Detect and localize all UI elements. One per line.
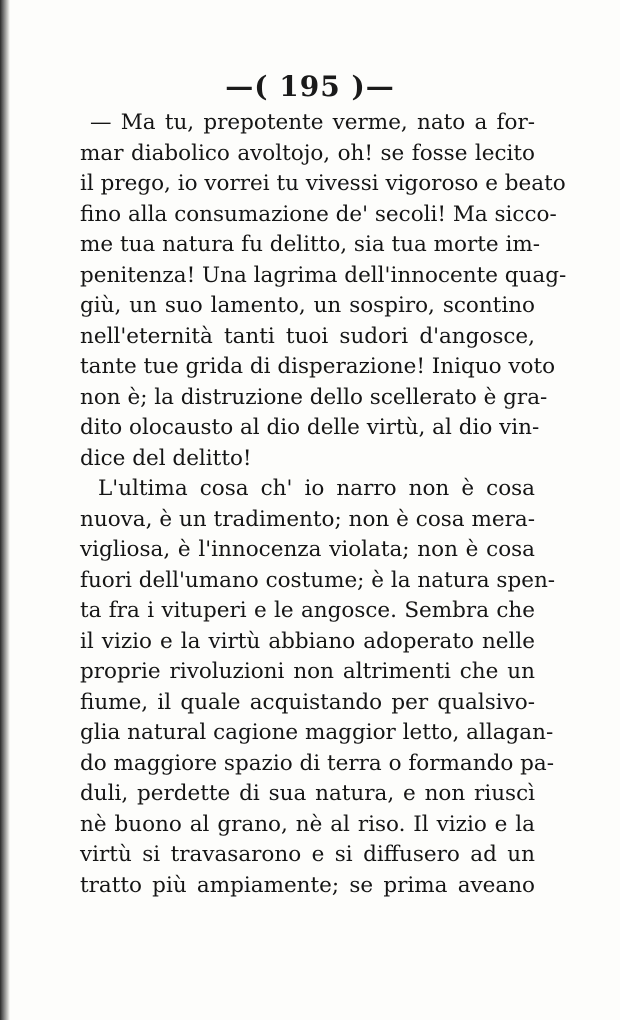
text-line: fuori dell'umano costume; è la natura spen- <box>80 567 556 593</box>
text-line: dice del delitto! <box>80 445 252 471</box>
text-line: ta fra i vituperi e le angosce. Sembra che <box>80 598 535 623</box>
text-line: dito olocausto al dio delle virtù, al dio vin- <box>80 415 540 440</box>
text-line: mar diabolico avoltojo, oh! se fosse lecito <box>80 140 535 166</box>
text-line: — Ma tu, prepotente verme, nato a for- <box>90 110 535 135</box>
text-line: vigliosa, è l'innocenza violata; non è cosa <box>80 537 535 562</box>
text-line: nell'eternità tanti tuoi sudori d'angosce, <box>80 323 535 349</box>
text-line: tratto più ampiamente; se prima aveano <box>80 872 535 898</box>
text-line: il vizio e la virtù abbiano adoperato nelle <box>80 628 535 654</box>
text-line: fino alla consumazione de' secoli! Ma sicco- <box>80 201 557 227</box>
text-line: proprie rivoluzioni non altrimenti che un <box>80 659 535 684</box>
text-line: fiume, il quale acquistando per qualsivo- <box>80 689 535 715</box>
text-line: virtù si travasarono e si diffusero ad un <box>80 842 535 867</box>
text-line: giù, un suo lamento, un sospiro, scontino <box>80 293 535 318</box>
text-line: me tua natura fu delitto, sia tua morte im- <box>80 232 540 257</box>
text-line: nè buono al grano, nè al riso. Il vizio e la <box>80 811 535 837</box>
text-line: il prego, io vorrei tu vivessi vigoroso e beato <box>80 171 566 196</box>
page-number: —( 195 )— <box>225 70 395 103</box>
text-line: nuova, è un tradimento; non è cosa mera- <box>80 506 535 532</box>
text-line: tante tue grida di disperazione! Iniquo voto <box>80 354 556 379</box>
text-line: penitenza! Una lagrima dell'innocente quag- <box>80 262 567 288</box>
text-line: glia natural cagione maggior letto, allagan- <box>80 720 554 745</box>
body-text <box>80 108 567 901</box>
text-line: do maggiore spazio di terra o formando pa- <box>80 750 554 776</box>
text-line: non è; la distruzione dello scellerato è gra- <box>80 384 548 410</box>
text-line: duli, perdette di sua natura, e non riuscì <box>80 781 535 806</box>
text-line: L'ultima cosa ch' io narro non è cosa <box>98 476 535 501</box>
page-binding-edge <box>0 0 10 1020</box>
